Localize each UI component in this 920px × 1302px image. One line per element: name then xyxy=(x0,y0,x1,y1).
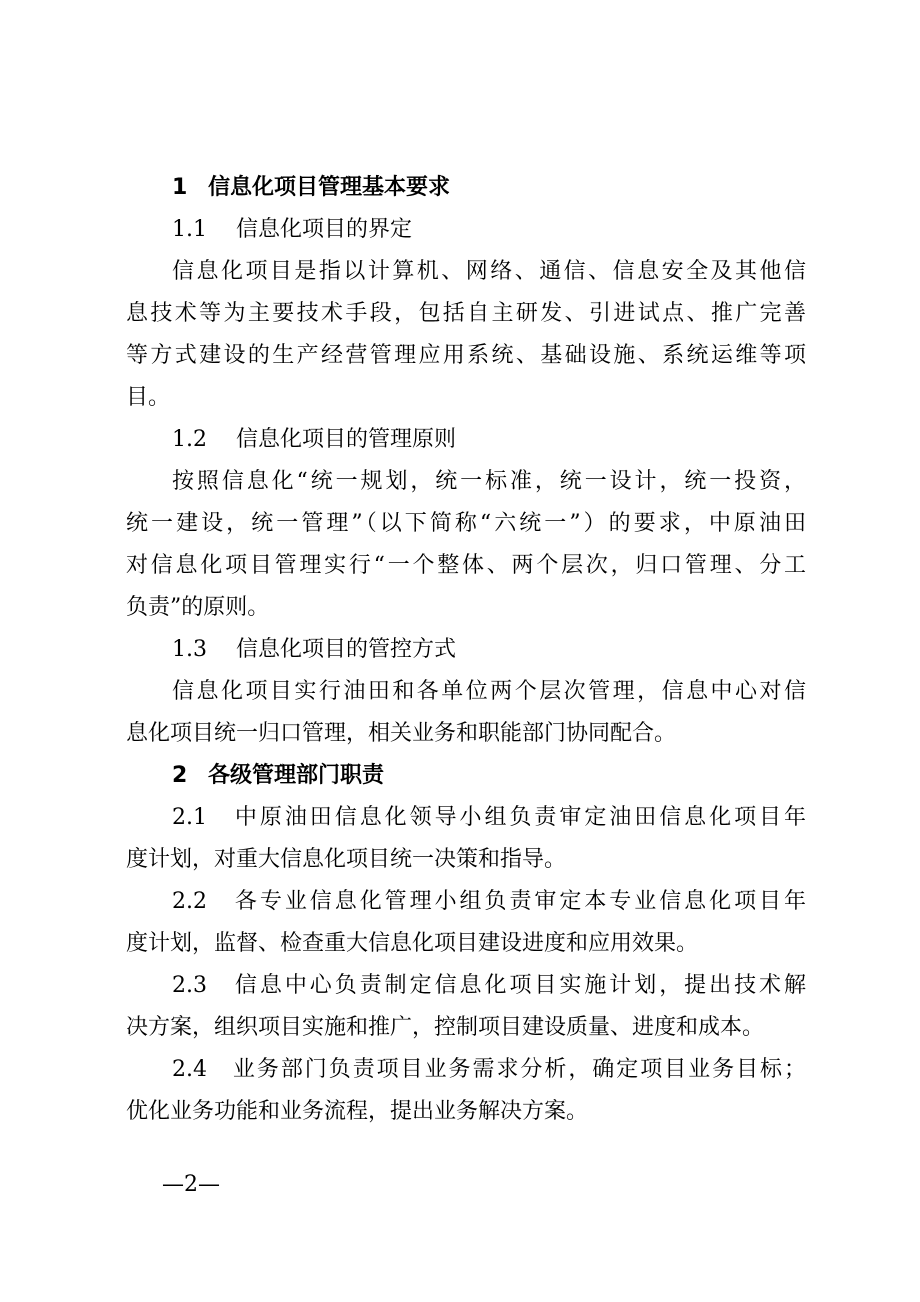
heading-text: 信息化项目的界定 xyxy=(236,217,413,242)
heading-text: 各级管理部门职责 xyxy=(208,763,385,788)
paragraph-line: 按照信息化“统一规划，统一标准，统一设计，统一投资， xyxy=(172,469,806,494)
document-body xyxy=(126,167,806,1133)
paragraph-line: 等方式建设的生产经营管理应用系统、基础设施、系统运维等项 xyxy=(126,343,806,368)
heading-number: 1 xyxy=(172,175,188,200)
heading-text: 信息化项目的管控方式 xyxy=(236,637,457,662)
paragraph-line: 负责”的原则。 xyxy=(126,595,270,620)
paragraph-line: 信息化项目实行油田和各单位两个层次管理，信息中心对信 xyxy=(172,679,806,704)
heading-number: 2 xyxy=(172,763,188,788)
heading-number: 1.3 xyxy=(172,637,207,662)
heading-number: 1.1 xyxy=(172,217,207,242)
section-heading xyxy=(126,167,806,209)
paragraph-line: 目。 xyxy=(126,385,171,410)
paragraph-line: 息技术等为主要技术手段，包括自主研发、引进试点、推广完善 xyxy=(126,301,806,326)
paragraph-line: 息化项目统一归口管理，相关业务和职能部门协同配合。 xyxy=(126,721,677,746)
subsection-heading xyxy=(126,419,806,461)
paragraph-line: 对信息化项目管理实行“一个整体、两个层次，归口管理、分工 xyxy=(126,553,806,578)
page-number: —2— xyxy=(162,1172,220,1197)
paragraph-line: 2.1 中原油田信息化领导小组负责审定油田信息化项目年 xyxy=(172,805,806,830)
paragraph-line: 2.2 各专业信息化管理小组负责审定本专业信息化项目年 xyxy=(172,889,806,914)
subsection-heading xyxy=(126,629,806,671)
paragraph-line: 决方案，组织项目实施和推广，控制项目建设质量、进度和成本。 xyxy=(126,1015,765,1040)
paragraph-line: 度计划，对重大信息化项目统一决策和指导。 xyxy=(126,847,567,872)
paragraph-line: 统一建设，统一管理”（以下简称“六统一”）的要求，中原油田 xyxy=(126,511,806,536)
section-heading xyxy=(126,755,806,797)
heading-number: 1.2 xyxy=(172,427,207,452)
heading-text: 信息化项目管理基本要求 xyxy=(208,175,451,200)
paragraph-line: 度计划，监督、检查重大信息化项目建设进度和应用效果。 xyxy=(126,931,699,956)
paragraph-line: 信息化项目是指以计算机、网络、通信、信息安全及其他信 xyxy=(172,259,806,284)
subsection-heading xyxy=(126,209,806,251)
paragraph-line: 优化业务功能和业务流程，提出业务解决方案。 xyxy=(126,1099,589,1124)
paragraph-line: 2.4 业务部门负责项目业务需求分析，确定项目业务目标； xyxy=(172,1057,806,1082)
paragraph-line: 2.3 信息中心负责制定信息化项目实施计划，提出技术解 xyxy=(172,973,806,998)
heading-text: 信息化项目的管理原则 xyxy=(236,427,457,452)
